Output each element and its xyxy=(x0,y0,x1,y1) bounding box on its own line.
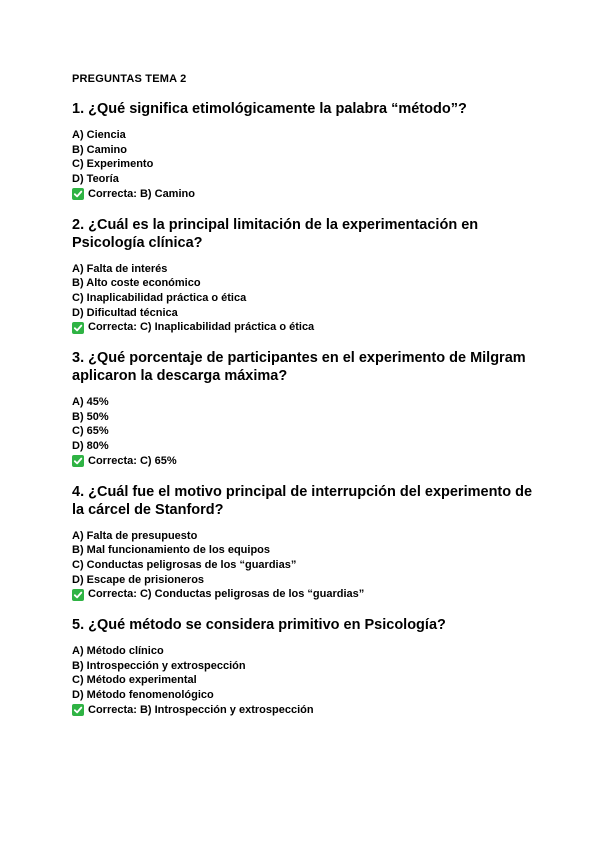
option-a: A) Ciencia xyxy=(72,129,126,141)
question-4 xyxy=(72,483,542,603)
option-d: D) 80% xyxy=(72,440,109,453)
question-1 xyxy=(72,100,542,202)
correct-answer xyxy=(72,587,542,602)
option-a: A) Falta de presupuesto xyxy=(72,529,198,542)
question-3 xyxy=(72,349,542,469)
option-b: B) Alto coste económico xyxy=(72,277,201,290)
correct-answer xyxy=(72,187,542,202)
option-b: B) Mal funcionamiento de los equipos xyxy=(72,544,271,557)
option-c: C) Experimento xyxy=(72,158,154,171)
question-text: 4. ¿Cuál fue el motivo principal de interrupción del experimento de la cárcel de Stanford? xyxy=(72,483,533,518)
correct-answer-text: Correcta: B) Introspección y extrospección xyxy=(88,703,314,716)
correct-answer-text: Correcta: C) Conductas peligrosas de los “guardias” xyxy=(88,588,365,601)
correct-answer-text: Correcta: C) 65% xyxy=(88,454,177,467)
option-d: D) Método fenomenológico xyxy=(72,689,214,702)
document-page xyxy=(72,72,542,732)
option-c: C) Inaplicabilidad práctica o ética xyxy=(72,291,247,304)
check-mark-icon xyxy=(72,188,84,200)
options-list xyxy=(72,644,542,703)
correct-answer xyxy=(72,320,542,335)
check-mark-icon xyxy=(72,704,84,716)
option-d: D) Escape de prisioneros xyxy=(72,573,205,586)
question-text: 1. ¿Qué significa etimológicamente la palabra “método”? xyxy=(72,101,467,117)
option-c: C) 65% xyxy=(72,425,109,438)
check-mark-icon xyxy=(72,322,84,334)
correct-answer-text: Correcta: C) Inaplicabilidad práctica o ética xyxy=(88,321,315,334)
option-c: C) Método experimental xyxy=(72,674,197,687)
options-list xyxy=(72,128,542,187)
option-a: A) Falta de interés xyxy=(72,262,168,275)
check-mark-icon xyxy=(72,589,84,601)
correct-answer xyxy=(72,703,542,718)
options-list xyxy=(72,529,542,588)
option-d: D) Dificultad técnica xyxy=(72,306,178,319)
question-2 xyxy=(72,216,542,336)
check-mark-icon xyxy=(72,455,84,467)
question-text: 3. ¿Qué porcentaje de participantes en el experimento de Milgram aplicaron la descarga máxima? xyxy=(72,350,526,385)
option-d: D) Teoría xyxy=(72,173,119,186)
question-text: 2. ¿Cuál es la principal limitación de la experimentación en Psicología clínica? xyxy=(72,216,479,251)
document-title: PREGUNTAS TEMA 2 xyxy=(72,73,187,85)
option-a: A) 45% xyxy=(72,396,109,409)
option-c: C) Conductas peligrosas de los “guardias” xyxy=(72,558,297,571)
options-list xyxy=(72,395,542,454)
question-text: 5. ¿Qué método se considera primitivo en Psicología? xyxy=(72,617,446,634)
correct-answer-text: Correcta: B) Camino xyxy=(88,187,195,200)
option-a: A) Método clínico xyxy=(72,645,164,658)
options-list xyxy=(72,262,542,321)
option-b: B) Introspección y extrospección xyxy=(72,659,246,672)
question-5 xyxy=(72,616,542,718)
option-b: B) Camino xyxy=(72,143,127,156)
correct-answer xyxy=(72,454,542,469)
option-b: B) 50% xyxy=(72,410,109,423)
